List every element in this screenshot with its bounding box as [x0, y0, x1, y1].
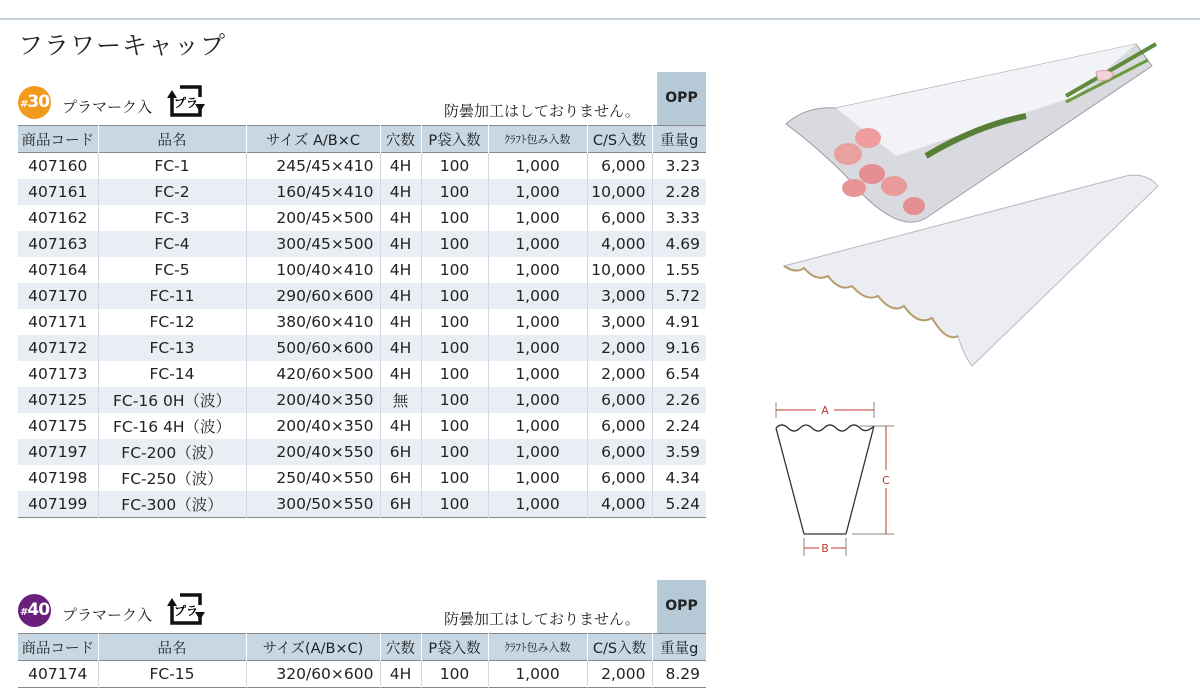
table-cell: 160/45×410 [246, 179, 380, 205]
table-cell: FC-15 [98, 661, 246, 688]
col-header: ｸﾗﾌﾄ包み入数 [488, 634, 587, 661]
dim-label-b: B [821, 542, 829, 555]
table-cell: FC-13 [98, 335, 246, 361]
table-row [18, 283, 706, 309]
table-cell: 100 [421, 335, 488, 361]
table-cell: 200/40×350 [246, 387, 380, 413]
table-row [18, 413, 706, 439]
table-cell: 6H [380, 465, 421, 491]
antifog-note: 防曇加工はしておりません。 [444, 610, 640, 628]
table-cell: 100 [421, 491, 488, 518]
table-cell: 100 [421, 465, 488, 491]
table-row [18, 153, 706, 180]
pla-mark-label: プラマーク入 [62, 98, 153, 116]
table-cell: 6,000 [587, 153, 652, 180]
table-cell: 100 [421, 361, 488, 387]
col-header: C/S入数 [587, 126, 652, 153]
table-cell: 245/45×410 [246, 153, 380, 180]
table-cell: FC-250（波） [98, 465, 246, 491]
table-cell: 1,000 [488, 257, 587, 283]
table-cell: 407174 [18, 661, 98, 688]
table-cell: FC-200（波） [98, 439, 246, 465]
table-cell: 10,000 [587, 179, 652, 205]
product-table-30 [18, 125, 706, 518]
col-header: 穴数 [380, 634, 421, 661]
table-cell: 1,000 [488, 361, 587, 387]
table-row [18, 439, 706, 465]
table-cell: 407175 [18, 413, 98, 439]
dim-label-a: A [821, 404, 829, 417]
table-row [18, 361, 706, 387]
table-cell: FC-1 [98, 153, 246, 180]
table-row [18, 661, 706, 688]
table-row [18, 335, 706, 361]
table-cell: 4H [380, 309, 421, 335]
table-cell: 4H [380, 335, 421, 361]
pla-recycle-icon [166, 591, 206, 627]
table-row [18, 205, 706, 231]
table-cell: 407163 [18, 231, 98, 257]
table-cell: 407172 [18, 335, 98, 361]
table-cell: 9.16 [652, 335, 706, 361]
table-cell: 407171 [18, 309, 98, 335]
table-cell: 407162 [18, 205, 98, 231]
table-cell: 6H [380, 439, 421, 465]
table-cell: 100 [421, 231, 488, 257]
section-40 [18, 578, 706, 688]
table-cell: 407197 [18, 439, 98, 465]
table-cell: 200/40×350 [246, 413, 380, 439]
table-cell: FC-5 [98, 257, 246, 283]
table-cell: 4H [380, 361, 421, 387]
material-code-badge: #30 [18, 86, 51, 119]
table-cell: 200/45×500 [246, 205, 380, 231]
table-cell: 4,000 [587, 231, 652, 257]
table-cell: 407173 [18, 361, 98, 387]
table-cell: 4H [380, 413, 421, 439]
table-cell: 200/40×550 [246, 439, 380, 465]
table-cell: 100 [421, 309, 488, 335]
table-cell: 3.23 [665, 157, 700, 175]
table-cell: 8.29 [665, 665, 700, 683]
table-cell: 6.54 [665, 365, 700, 383]
table-header-row [18, 634, 706, 661]
section-header [18, 578, 706, 633]
table-cell: 250/40×550 [246, 465, 380, 491]
table-cell: 10,000 [587, 257, 652, 283]
table-row [18, 257, 706, 283]
table-cell: FC-14 [98, 361, 246, 387]
table-cell: 100/40×410 [246, 257, 380, 283]
table-row [18, 179, 706, 205]
material-code-badge: #40 [18, 594, 51, 627]
col-header: 重量g [652, 634, 706, 661]
table-cell: 100 [421, 661, 488, 688]
antifog-note: 防曇加工はしておりません。 [444, 102, 640, 120]
table-cell: 1,000 [488, 231, 587, 257]
col-header: サイズ A/B×C [246, 126, 380, 153]
table-cell: 4.34 [665, 469, 700, 487]
top-rule [0, 18, 1200, 20]
recycle-mark-text: プラ [173, 96, 199, 110]
table-cell: 3,000 [587, 283, 652, 309]
table-cell: 1,000 [488, 387, 587, 413]
table-cell: 407170 [18, 283, 98, 309]
table-cell: 2,000 [587, 661, 652, 688]
col-header: 商品コード [18, 634, 98, 661]
table-cell: 2.28 [652, 179, 706, 205]
table-cell: FC-16 4H（波） [98, 413, 246, 439]
table-cell: 4,000 [587, 491, 652, 518]
table-cell: 3.59 [652, 439, 706, 465]
table-cell: 300/45×500 [246, 231, 380, 257]
col-header: 穴数 [380, 126, 421, 153]
table-cell: 300/50×550 [246, 491, 380, 518]
table-cell: 1,000 [488, 465, 587, 491]
table-cell: 5.24 [652, 491, 706, 518]
table-cell: FC-11 [98, 283, 246, 309]
table-cell: 4H [380, 661, 421, 688]
table-cell: 6,000 [587, 439, 652, 465]
table-cell: 6,000 [587, 413, 652, 439]
table-cell: FC-4 [98, 231, 246, 257]
table-row [18, 387, 706, 413]
table-cell: 420/60×500 [246, 361, 380, 387]
table-cell: 2.26 [652, 387, 706, 413]
table-cell: 無 [380, 387, 421, 413]
table-row [18, 309, 706, 335]
pla-mark-label: プラマーク入 [62, 606, 153, 624]
table-cell: 407160 [18, 153, 98, 180]
product-table-40 [18, 633, 706, 688]
table-cell: 100 [421, 439, 488, 465]
table-header-row [18, 126, 706, 153]
table-cell: FC-3 [98, 205, 246, 231]
material-opp-label: OPP [657, 580, 706, 633]
table-cell: 407199 [18, 491, 98, 518]
recycle-mark-text: プラ [173, 604, 199, 618]
table-cell: 1,000 [488, 179, 587, 205]
table-cell: 4.91 [665, 313, 700, 331]
table-cell: 6H [380, 491, 421, 518]
table-cell: 407198 [18, 465, 98, 491]
col-header: P袋入数 [421, 126, 488, 153]
table-cell: 1,000 [488, 491, 587, 518]
table-cell: 500/60×600 [246, 335, 380, 361]
col-header: P袋入数 [421, 634, 488, 661]
table-cell: 4H [380, 179, 421, 205]
section-30 [18, 70, 706, 518]
col-header: 品名 [98, 126, 246, 153]
material-opp-label: OPP [657, 72, 706, 125]
col-header: C/S入数 [587, 634, 652, 661]
table-cell: 4.69 [652, 231, 706, 257]
table-cell: 407164 [18, 257, 98, 283]
table-cell: 290/60×600 [246, 283, 380, 309]
table-row [18, 465, 706, 491]
table-cell: 6,000 [587, 205, 652, 231]
table-cell: 4H [380, 257, 421, 283]
table-cell: 1,000 [488, 413, 587, 439]
table-cell: 100 [421, 179, 488, 205]
table-cell: FC-2 [98, 179, 246, 205]
dim-label-c: C [882, 474, 890, 487]
page-title: フラワーキャップ [18, 31, 227, 60]
table-row [18, 491, 706, 518]
table-cell: 1.55 [665, 261, 700, 279]
dimension-diagram [770, 398, 900, 568]
table-cell: 5.72 [652, 283, 706, 309]
table-cell: 1,000 [488, 439, 587, 465]
table-cell: 1,000 [488, 283, 587, 309]
table-cell: 4H [380, 231, 421, 257]
table-cell: 407125 [18, 387, 98, 413]
table-cell: 100 [421, 413, 488, 439]
table-cell: FC-300（波） [98, 491, 246, 518]
table-cell: 2,000 [587, 361, 652, 387]
table-cell: 2.24 [665, 417, 700, 435]
col-header: 商品コード [18, 126, 98, 153]
table-cell: 100 [421, 257, 488, 283]
table-row [18, 231, 706, 257]
table-cell: FC-16 0H（波） [98, 387, 246, 413]
table-cell: 407161 [18, 179, 98, 205]
product-photo [776, 36, 1176, 372]
table-cell: 3,000 [587, 309, 652, 335]
table-cell: 4H [380, 153, 421, 180]
table-cell: 1,000 [488, 205, 587, 231]
col-header: 重量g [652, 126, 706, 153]
table-cell: 100 [421, 387, 488, 413]
table-cell: 3.33 [665, 209, 700, 227]
table-cell: 1,000 [488, 309, 587, 335]
table-cell: 1,000 [488, 153, 587, 180]
table-cell: 1,000 [488, 335, 587, 361]
table-cell: 100 [421, 153, 488, 180]
col-header: ｸﾗﾌﾄ包み入数 [488, 126, 587, 153]
col-header: 品名 [98, 634, 246, 661]
table-cell: 100 [421, 205, 488, 231]
table-cell: 2,000 [587, 335, 652, 361]
table-cell: 100 [421, 283, 488, 309]
col-header: サイズ(A/B×C) [246, 634, 380, 661]
table-cell: 6,000 [587, 387, 652, 413]
table-cell: 1,000 [488, 661, 587, 688]
table-cell: FC-12 [98, 309, 246, 335]
table-cell: 380/60×410 [246, 309, 380, 335]
table-cell: 4H [380, 283, 421, 309]
section-header [18, 70, 706, 125]
table-cell: 6,000 [587, 465, 652, 491]
table-cell: 320/60×600 [246, 661, 380, 688]
table-cell: 4H [380, 205, 421, 231]
pla-recycle-icon [166, 83, 206, 119]
